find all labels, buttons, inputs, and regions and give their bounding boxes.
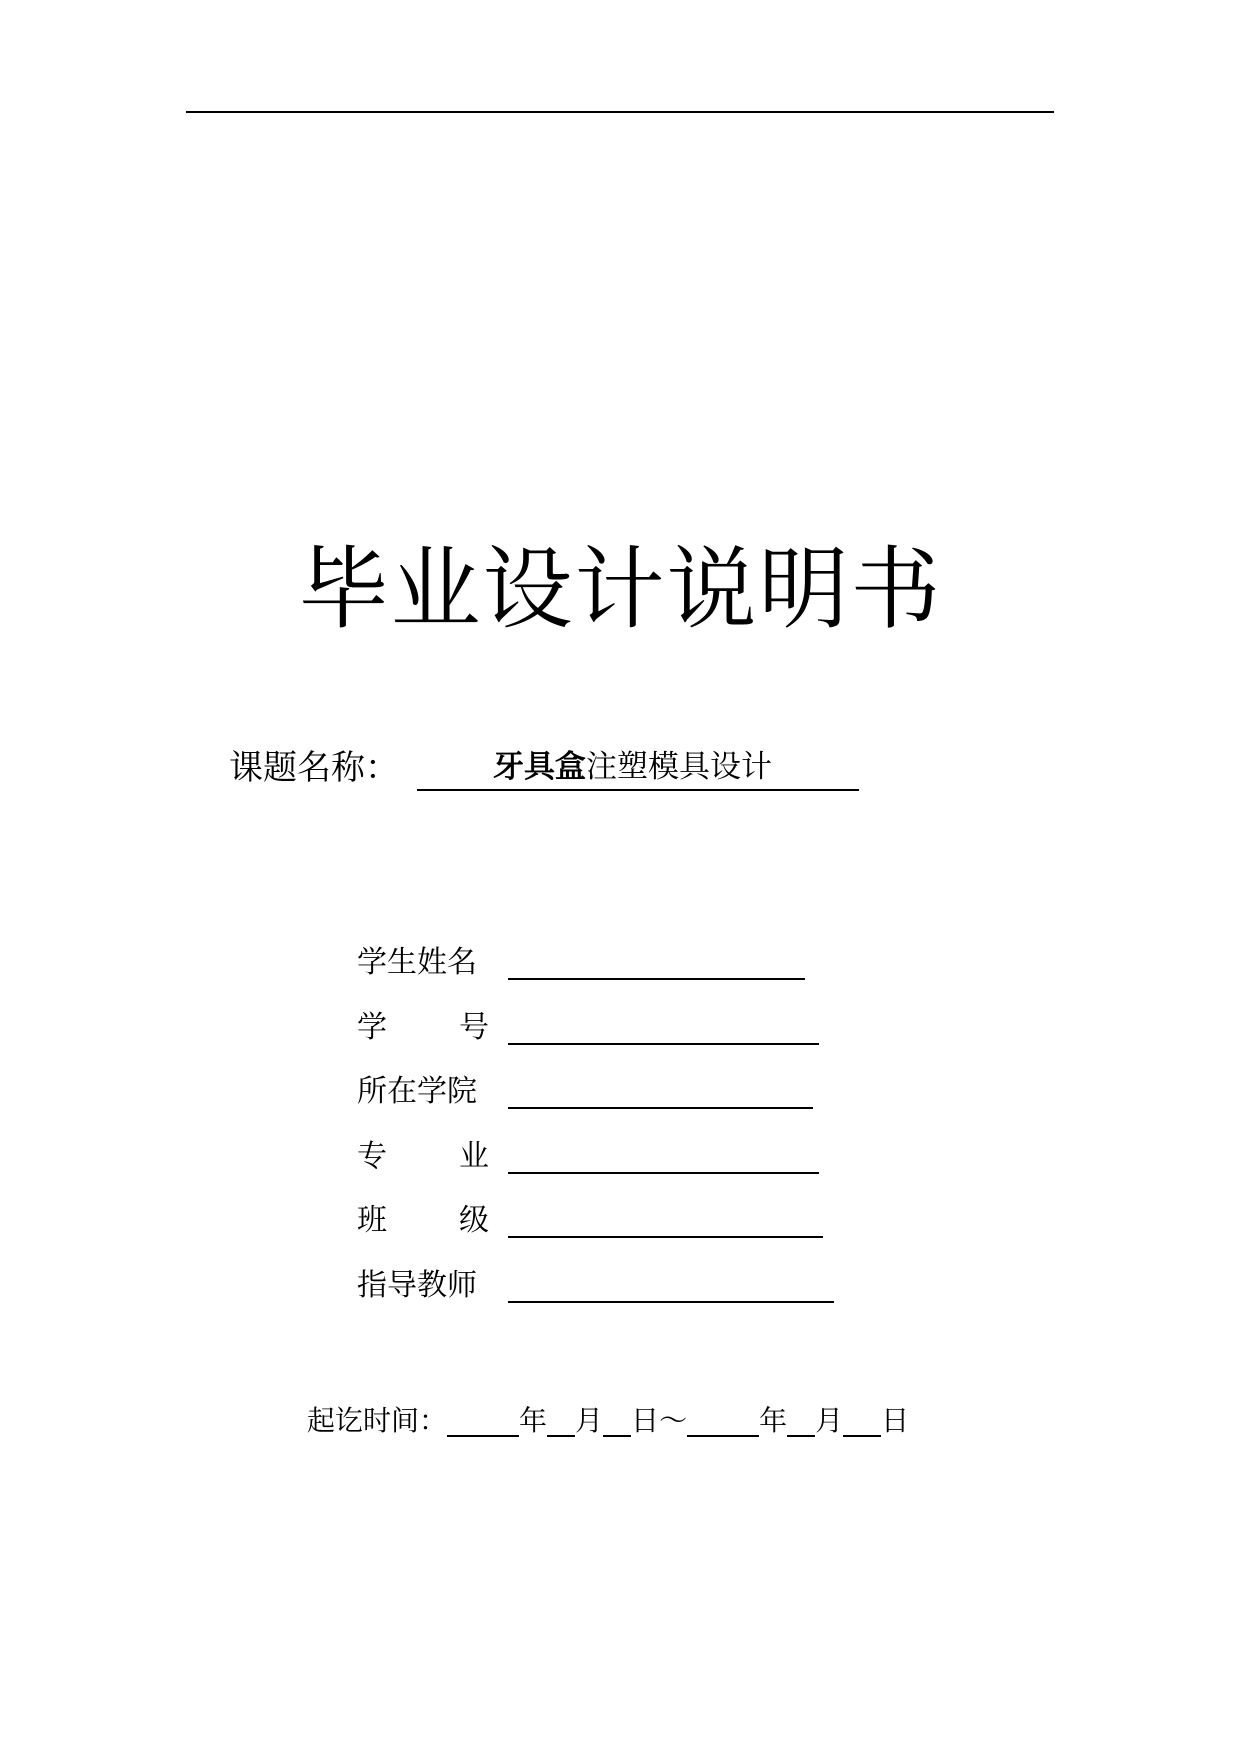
student-name-label: 学生姓名 <box>357 945 477 980</box>
end-month-unit: 月 <box>815 1404 844 1437</box>
document-title: 毕业设计说明书 <box>298 537 943 642</box>
topic-row <box>229 745 859 791</box>
header-rule <box>186 111 1054 113</box>
topic-value[interactable] <box>417 745 859 791</box>
end-day-unit: 日 <box>881 1404 910 1437</box>
period-label: 起讫时间： <box>307 1404 448 1437</box>
end-day-blank[interactable] <box>843 1405 881 1437</box>
topic-label: 课题名称： <box>229 748 399 788</box>
advisor-blank[interactable] <box>508 1301 834 1303</box>
period-separator: ～ <box>659 1404 688 1437</box>
start-day-unit: 日 <box>631 1404 660 1437</box>
major-label: 专 业 <box>357 1139 489 1174</box>
topic-value-rest: 注塑模具设计 <box>586 749 772 785</box>
start-day-blank[interactable] <box>603 1405 631 1437</box>
start-year-blank[interactable] <box>447 1405 519 1437</box>
start-month-unit: 月 <box>575 1404 604 1437</box>
end-year-unit: 年 <box>759 1404 788 1437</box>
end-month-blank[interactable] <box>787 1405 815 1437</box>
school-blank[interactable] <box>508 1107 813 1109</box>
period-row <box>307 1400 909 1442</box>
start-month-blank[interactable] <box>547 1405 575 1437</box>
end-year-blank[interactable] <box>687 1405 759 1437</box>
start-year-unit: 年 <box>519 1404 548 1437</box>
class-blank[interactable] <box>508 1236 823 1238</box>
student-id-blank[interactable] <box>508 1043 819 1045</box>
student-name-blank[interactable] <box>508 978 805 980</box>
advisor-label: 指导教师 <box>357 1268 477 1303</box>
student-id-label: 学 号 <box>357 1010 489 1045</box>
class-label: 班 级 <box>357 1203 489 1238</box>
major-blank[interactable] <box>508 1172 819 1174</box>
topic-value-bold: 牙具盒 <box>493 749 586 785</box>
school-label: 所在学院 <box>357 1074 477 1109</box>
